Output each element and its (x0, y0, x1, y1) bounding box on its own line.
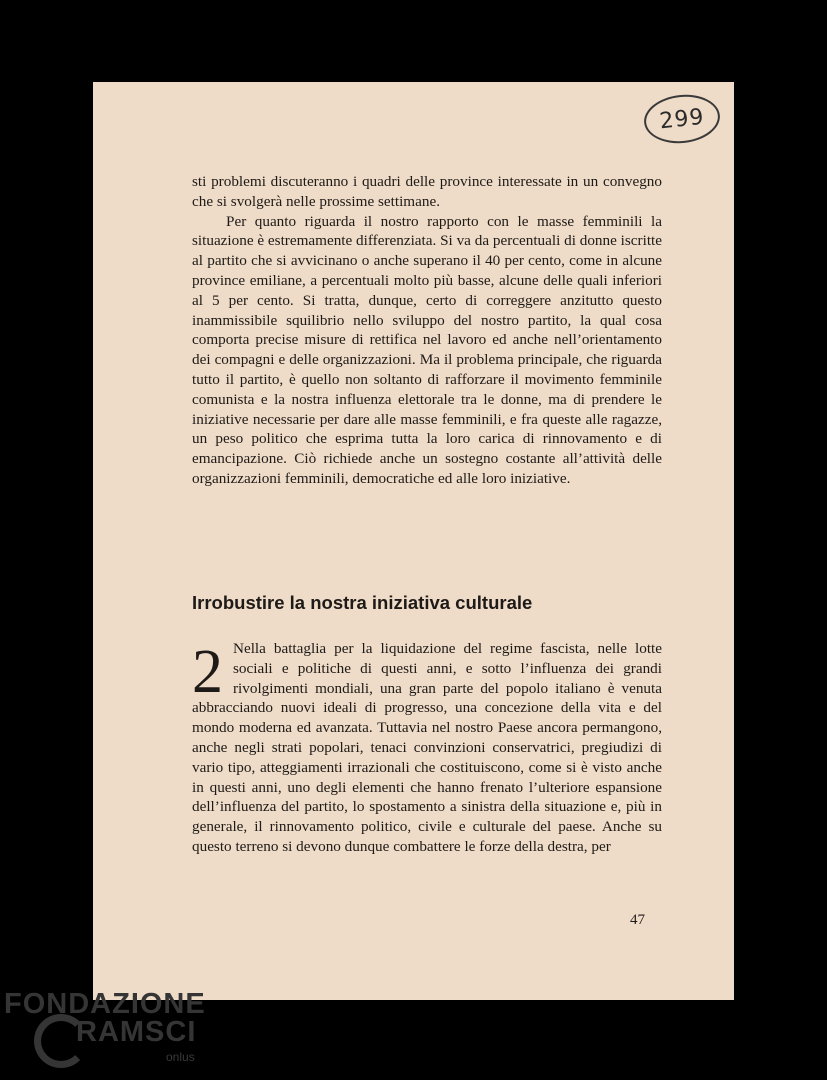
paragraph: Nella battaglia per la liquidazione del regime fascista, nelle lotte sociali e politiche di questi anni, e sotto l’influenza dei grandi rivolgimenti mondiali, una gran parte del popolo italiano è venuta abbracciando nuovi ideali di progresso, una concezione della vita e del mondo moderna ed avanzata. Tuttavia nel nostro Paese ancora permangono, anche negli strati popolari, tenaci convinzioni conservatrici, pregiudizi di vario tipo, atteggiamenti irrazionali che costituiscono, come si è visto anche in questi anni, uno degli elementi che hanno frenato l’ulteriore espansione dell’influenza del partito, lo spostamento a sinistra della situazione e, più in generale, il rinnovamento politico, civile e culturale del paese. Anche su questo terreno si devono dunque combattere le forze della destra, per (192, 640, 662, 855)
logo-sub: onlus (166, 1050, 195, 1064)
section-number-dropcap: 2 (192, 638, 223, 706)
watermark-logo (4, 988, 204, 1078)
paragraph: Per quanto riguarda il nostro rapporto con le masse femminili la situazione è estremamente differenziata. Si va da percentuali di donne iscritte al partito che si avvicinano o anche superano il 40 per cento, come in alcune province emiliane, a percentuali molto più basse, alcune delle quali inferiori al 5 per cento. Si tratta, dunque, certo di correggere anzitutto questo inammissibile squilibrio nello sviluppo del nostro partito, la qual cosa comporta precise misure di rettifica nel lavoro ed anche nell’orientamento dei compagni e delle organizzazioni. Ma il problema principale, che riguarda tutto il partito, è quello non soltanto di rafforzare il movimento femminile comunista e la nostra influenza elettorale tra le donne, ma di prendere le iniziative necessarie per dare alle masse femminili, e fra queste alle ragazze, un peso politico che esprima tutta la loro carica di rinnovamento e di emancipazione. Ciò richiede anche un sostegno costante all’attività delle organizzazioni femminili, democratiche ed alle loro iniziative. (192, 212, 662, 487)
page-number: 47 (630, 912, 645, 928)
section-heading: Irrobustire la nostra iniziativa culturale (192, 592, 533, 613)
paragraph: sti problemi discuteranno i quadri delle province interessate in un convegno che si svolgerà nelle prossime settimane. (192, 173, 662, 210)
logo-line2: RAMSCI (76, 1016, 197, 1048)
section2-text (192, 639, 662, 857)
archive-number: 299 (642, 91, 723, 147)
logo-line1: FONDAZIONE (4, 988, 206, 1020)
section1-text (192, 172, 662, 489)
